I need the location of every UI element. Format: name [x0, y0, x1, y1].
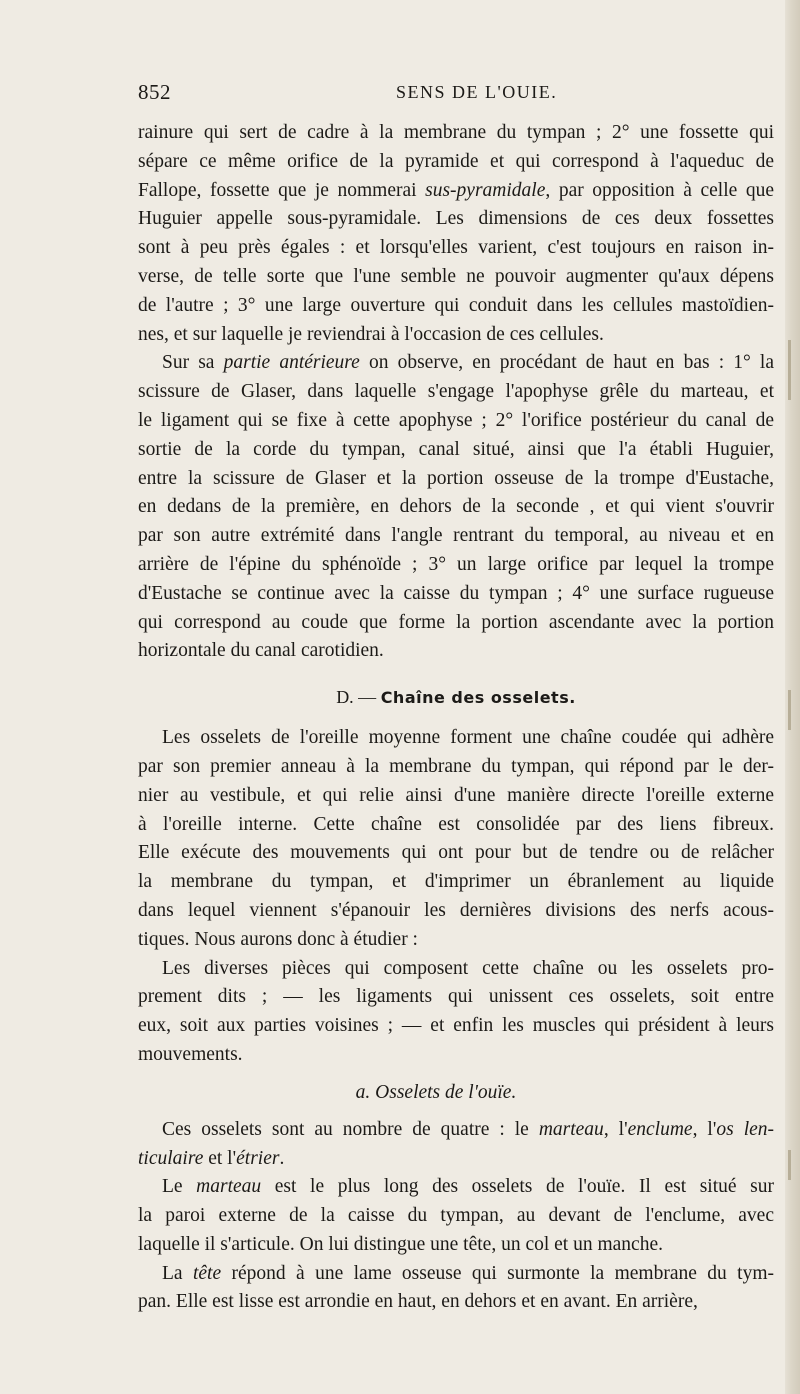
text-line: eux, soit aux parties voisines ; — et enfin les muscles qui président à leurs: [138, 1015, 774, 1037]
italic-term: sus-pyramidale: [425, 179, 546, 201]
text-segment: , l': [692, 1118, 717, 1140]
text-line: horizontale du canal carotidien.: [138, 640, 384, 662]
text-line: nes, et sur laquelle je reviendrai à l'occasion de ces cellules.: [138, 323, 604, 345]
paragraph-chain-intro: [138, 724, 774, 954]
text-line: arrière de l'épine du sphénoïde ; 3° un large orifice par lequel la trompe: [138, 553, 774, 575]
text-line: à l'oreille interne. Cette chaîne est consolidée par des liens fibreux.: [138, 813, 774, 835]
text-line: d'Eustache se continue avec la caisse du tympan ; 4° une surface rugueuse: [138, 582, 774, 604]
paragraph-continued: [138, 119, 774, 349]
text-segment: , par opposition à celle que: [545, 179, 774, 201]
text-line: par son autre extrémité dans l'angle rentrant du temporal, au niveau et en: [138, 525, 774, 547]
section-heading-title: Chaîne des osselets.: [380, 688, 576, 708]
text-line: [138, 1116, 774, 1145]
text-line: [138, 1260, 774, 1289]
text-line: Elle exécute des mouvements qui ont pour but de tendre ou de relâcher: [138, 842, 774, 864]
page-header: [138, 80, 800, 106]
paragraph-malleus: [138, 1173, 774, 1259]
subsection-heading: a. Osselets de l'ouïe.: [355, 1081, 517, 1103]
body-text: [138, 119, 774, 1317]
page-number: 852: [138, 80, 171, 104]
italic-term: partie antérieure: [223, 352, 360, 374]
text-segment: Le: [162, 1176, 197, 1198]
text-line: [138, 177, 774, 206]
text-line: [138, 1173, 774, 1202]
running-title: SENS DE L'OUIE.: [396, 82, 558, 102]
edge-mark: [788, 1150, 791, 1180]
text-line: sépare ce même orifice de la pyramide et qui correspond à l'aqueduc de: [138, 150, 774, 172]
text-line: Huguier appelle sous-pyramidale. Les dimensions de ces deux fossettes: [138, 208, 774, 230]
text-line: par son premier anneau à la membrane du tympan, qui répond par le der-: [138, 755, 774, 777]
text-line: mouvements.: [138, 1043, 243, 1065]
text-line: rainure qui sert de cadre à la membrane du tympan ; 2° une fossette qui: [138, 122, 774, 143]
paragraph-malleus-head: [138, 1260, 774, 1318]
italic-term: os len-: [716, 1118, 775, 1140]
italic-term: marteau: [196, 1176, 262, 1198]
text-segment: .: [279, 1147, 285, 1169]
text-segment: on observe, en procédant de haut en bas : 1° la: [359, 352, 774, 374]
text-line: tiques. Nous aurons donc à étudier :: [138, 928, 418, 950]
edge-mark: [788, 690, 791, 730]
text-line: dans lequel viennent s'épanouir les dernières divisions des nerfs acous-: [138, 899, 774, 921]
text-line: laquelle il s'articule. On lui distingue une tête, un col et un manche.: [138, 1233, 663, 1255]
text-segment: Ces osselets sont au nombre de quatre : le: [162, 1118, 539, 1140]
section-heading-prefix: D. —: [336, 687, 381, 708]
text-line: la paroi externe de la caisse du tympan, au devant de l'enclume, avec: [138, 1205, 774, 1227]
text-line: sont à peu près égales : et lorsqu'elles varient, c'est toujours en raison in-: [138, 237, 774, 259]
text-line: de l'autre ; 3° une large ouverture qui conduit dans les cellules mastoïdien-: [138, 294, 774, 316]
text-line: verse, de telle sorte que l'une semble ne pouvoir augmenter qu'aux dépens: [138, 265, 774, 287]
text-line: la membrane du tympan, et d'imprimer un ébranlement au liquide: [138, 871, 774, 893]
italic-term: ticulaire: [138, 1147, 204, 1169]
text-line: qui correspond au coude que forme la portion ascendante avec la portion: [138, 611, 774, 633]
text-line: [138, 349, 774, 378]
text-segment: répond à une lame osseuse qui surmonte la membrane du tym-: [221, 1262, 774, 1284]
text-line: en dedans de la première, en dehors de la seconde , et qui vient s'ouvrir: [138, 496, 774, 518]
text-line: scissure de Glaser, dans laquelle s'engage l'apophyse grêle du marteau, et: [138, 381, 774, 403]
paragraph-ossicles-count: [138, 1116, 774, 1174]
italic-term: tête: [192, 1262, 222, 1284]
edge-mark: [788, 340, 791, 400]
text-segment: est le plus long des osselets de l'ouïe. Il est situé sur: [261, 1176, 774, 1198]
italic-term: étrier: [236, 1147, 280, 1169]
paragraph-anterior-part: [138, 349, 774, 666]
text-line: nier au vestibule, et qui relie ainsi d'une manière directe l'oreille externe: [138, 784, 774, 806]
text-line: Les osselets de l'oreille moyenne forment une chaîne coudée qui adhère: [162, 727, 774, 749]
text-segment: et l': [203, 1147, 237, 1169]
paragraph-study-list: [138, 955, 774, 1070]
page-edge: [785, 0, 800, 1394]
text-line: sortie de la corde du tympan, canal situé, ainsi que l'a établi Huguier,: [138, 438, 774, 460]
text-line: pan. Elle est lisse est arrondie en haut, en dehors et en avant. En arrière,: [138, 1291, 698, 1313]
italic-term: enclume: [627, 1118, 693, 1140]
text-line: prement dits ; — les ligaments qui unissent ces osselets, soit entre: [138, 986, 774, 1008]
text-line: entre la scissure de Glaser et la portion osseuse de la trompe d'Eustache,: [138, 467, 774, 489]
text-segment: Sur sa: [162, 352, 224, 374]
section-heading: [138, 676, 774, 718]
italic-term: marteau: [538, 1118, 604, 1140]
text-segment: , l': [603, 1118, 628, 1140]
text-line: Les diverses pièces qui composent cette chaîne ou les osselets pro-: [162, 957, 774, 979]
text-segment: Fallope, fossette que je nommerai: [138, 179, 426, 201]
text-line: le ligament qui se fixe à cette apophyse ; 2° l'orifice postérieur du canal de: [138, 409, 774, 431]
text-line: [138, 1145, 774, 1174]
text-segment: La: [162, 1262, 193, 1284]
